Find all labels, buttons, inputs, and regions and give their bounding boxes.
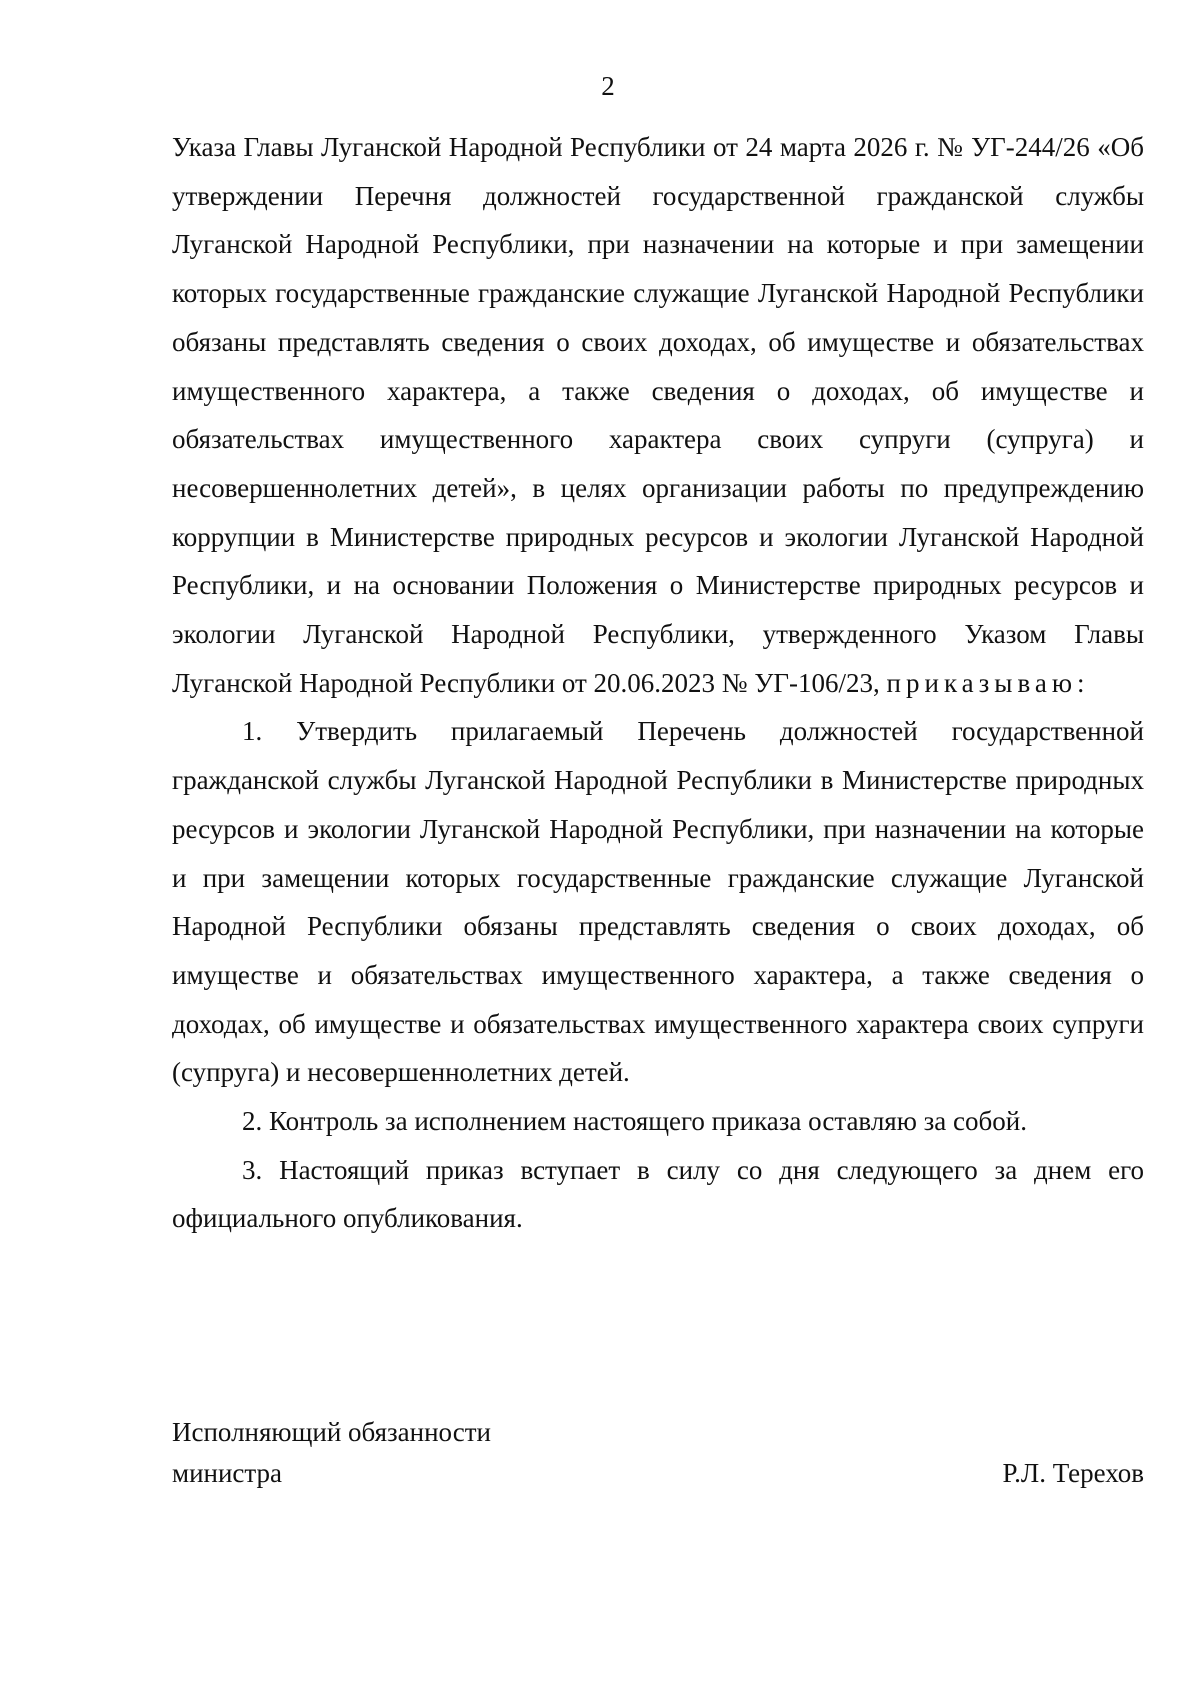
order-word: приказываю: [886, 667, 1090, 698]
document-body [172, 123, 1144, 1243]
signatory-position-line2: министра [172, 1458, 283, 1488]
signatory-name: Р.Л. Терехов [1002, 1458, 1144, 1488]
order-item-1: 1. Утвердить прилагаемый Перечень должностей государственной гражданской службы Луганской Народной Республики в Министерстве природных ресурсов и экологии Луганской Народной Республики, при назначении на которые и при замещении которых государственные гражданские служащие Луганской Народной Республики обязаны представлять сведения о своих доходах, об имуществе и обязательствах имущественного характера, а также сведения о доходах, об имуществе и обязательствах имущественного характера своих супруги (супруга) и несовершеннолетних детей. [172, 716, 1144, 1088]
signatory-position-line1: Исполняющий обязанности [172, 1417, 491, 1447]
preamble-paragraph [172, 123, 1144, 707]
order-item-3: 3. Настоящий приказ вступает в силу со дня следующего за днем его официального опубликования. [172, 1154, 1144, 1234]
preamble-text: Указа Главы Луганской Народной Республики от 24 марта 2026 г. № УГ-244/26 «Об утверждении Перечня должностей государственной гражданской службы Луганской Народной Республики, при назначении на которые и при замещении которых государственные гражданские служащие Луганской Народной Республики обязаны представлять сведения о своих доходах, об имуществе и обязательствах имущественного характера, а также сведения о доходах, об имуществе и обязательствах имущественного характера своих супруги (супруга) и несовершеннолетних детей», в целях организации работы по предупреждению коррупции в Министерстве природных ресурсов и экологии Луганской Народной Республики, и на основании Положения о Министерстве природных ресурсов и экологии Луганской Народной Республики, утвержденного Указом Главы Луганской Народной Республики от 20.06.2023 № УГ-106/23, [172, 132, 1144, 698]
order-item-2: 2. Контроль за исполнением настоящего приказа оставляю за собой. [242, 1106, 1027, 1137]
signature-row [172, 1453, 1144, 1494]
page-number: 2 [601, 71, 615, 101]
signature-block [172, 1412, 1144, 1494]
